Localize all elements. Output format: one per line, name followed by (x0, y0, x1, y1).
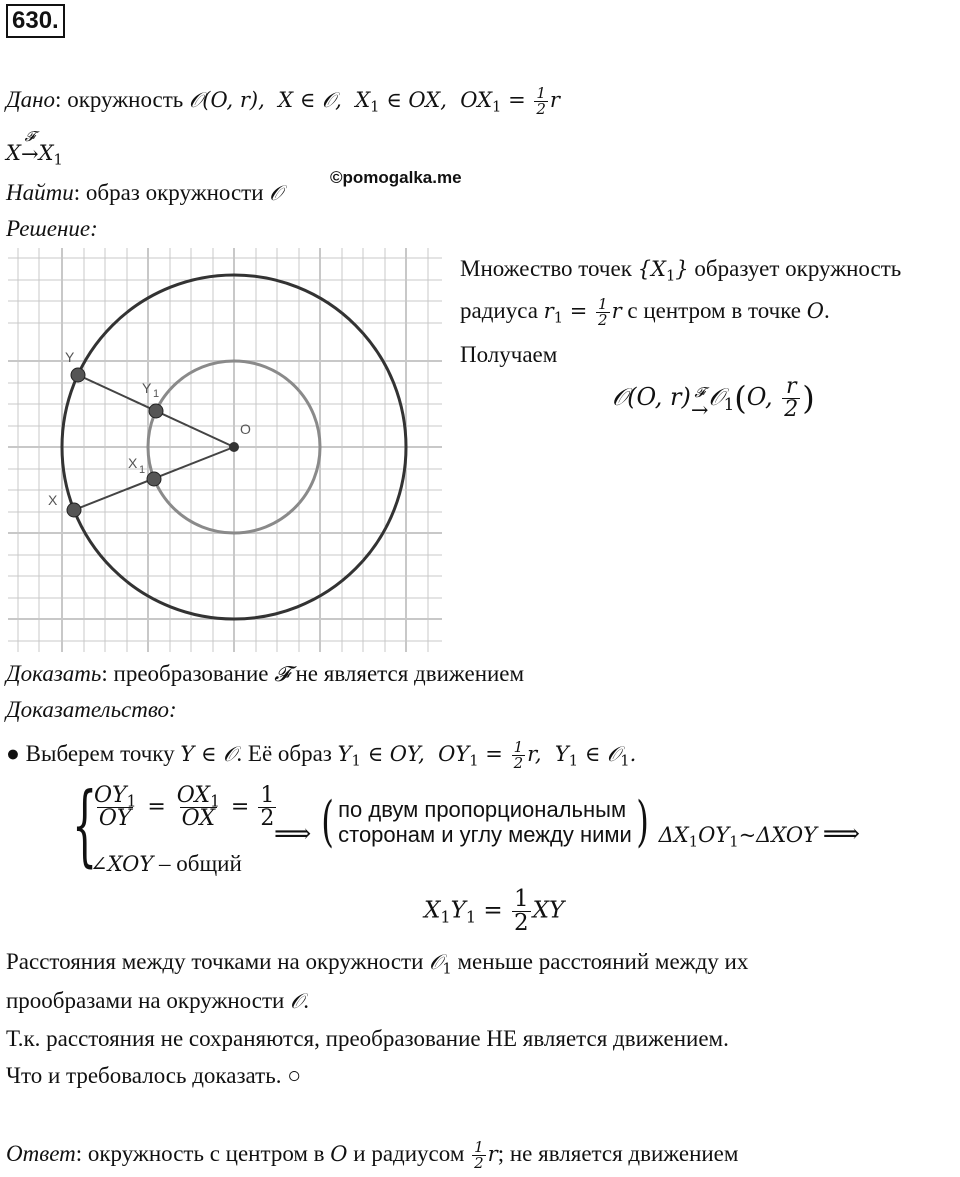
given-formula: 𝒪(O, r), X ∈ 𝒪, $X_1$ ∈ OX, $OX_1$ = (189, 87, 533, 116)
proof-reason: ⟹ ( по двум пропорциональным сторонам и углу между ними ) $\Delta X_1OY_1\sim\Delta XOY$ ⟹ (274, 790, 861, 853)
prove-line: Доказать: преобразование 𝓕 не является движением (6, 661, 525, 686)
point-y (71, 368, 85, 382)
label-x1-sub: 1 (139, 464, 146, 476)
point-y1 (149, 404, 163, 418)
given-sep: : (55, 86, 62, 112)
find-line: Найти: образ окружности 𝒪 (6, 180, 283, 205)
point-x (67, 503, 81, 517)
label-y1-sub: 1 (153, 388, 160, 400)
find-text: : образ окружности (73, 180, 264, 205)
conclusion-line2: прообразами на окружности 𝒪. (6, 988, 310, 1013)
conclusion-line4: Что и требовалось доказать. ○ (6, 1063, 302, 1088)
proof-result-formula: $X_1Y_1$ = $\frac{1}{2}$ XY (424, 886, 565, 936)
find-label: Найти (6, 180, 74, 205)
conclusion-line3: Т.к. расстояния не сохраняются, преобразование НЕ является движением. (6, 1026, 729, 1051)
proof-line1: ● Выберем точку Y ∈ 𝒪. Её образ $Y_1$ ∈ OY, $OY_1$ = $\frac{1}{2}$ r, $Y_1$ ∈ 𝒪$_1$. (6, 738, 637, 772)
solution-line3: Получаем (460, 342, 558, 367)
solution-formula: 𝒪(O, r) 𝓕 → 𝒪$_1$(O, $\frac{r}{2}$ ) (612, 374, 815, 422)
geometry-figure (8, 248, 442, 652)
mapping-line: X 𝓕 → $X_1$ (6, 129, 63, 169)
label-y: Y (65, 349, 75, 365)
mapping-arrow: 𝓕 → (20, 129, 39, 166)
solution-line2: радиуса $r_1$ = $\frac{1}{2}$ r с центром в точке O. (460, 295, 830, 329)
point-x1 (147, 472, 161, 486)
conclusion-line1: Расстояния между точками на окружности 𝒪$_1$ меньше расстояний между их (6, 949, 749, 978)
given-text: окружность (67, 86, 184, 112)
watermark: ©pomogalka.me (330, 168, 462, 187)
solution-line1: Множество точек $\{X_1\}$ образует окружность (460, 256, 902, 285)
solution-label: Решение: (6, 216, 98, 241)
proof-system: { $\frac{OY_1}{OY}$ = $\frac{OX_1}{OX}$ = $\frac{1}{2}$ ∠XOY – общий (72, 773, 275, 876)
label-y1: Y (142, 380, 152, 396)
label-x1: X (128, 455, 138, 471)
given-label: Дано (6, 86, 56, 112)
given-line: Дано: окружность 𝒪(O, r), X ∈ 𝒪, $X_1$ ∈ OX, $OX_1$ = $\frac{1}{2}$ r (6, 84, 560, 118)
answer-line: Ответ: окружность с центром в O и радиусом $\frac{1}{2}$ r; не является движением (6, 1138, 739, 1172)
label-x: X (48, 492, 58, 508)
label-o: O (240, 421, 251, 437)
proof-label: Доказательство: (6, 697, 177, 722)
fraction-half: $\frac{1}{2}$ (536, 84, 546, 118)
point-o (229, 442, 239, 452)
problem-number: 630. (6, 4, 65, 38)
